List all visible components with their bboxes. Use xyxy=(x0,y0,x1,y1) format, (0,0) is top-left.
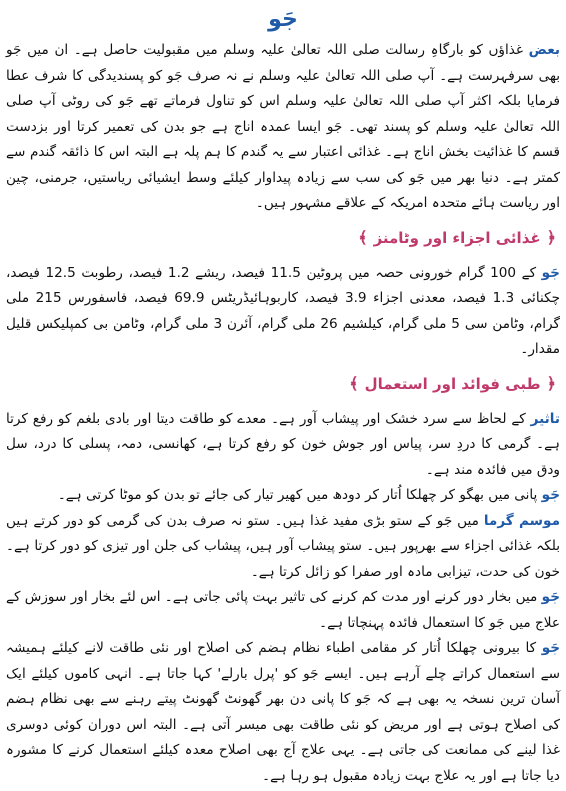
ornament-left-icon: ﴾ xyxy=(349,373,359,393)
benefit-paragraph xyxy=(6,636,560,789)
benefit-text: میں بخار دور کرنے اور مدت کم کرنے کی تاثیر بہت پائی جاتی ہے۔ اس لئے بخار اور سوزش کے علاج میں جَو کا استعمال فائدہ پہنچاتا ہے۔ xyxy=(6,589,560,631)
section-heading-nutrients xyxy=(6,217,560,261)
benefit-paragraph xyxy=(6,509,560,586)
benefit-paragraph xyxy=(6,483,560,509)
benefit-lead-word: موسم گرما xyxy=(483,512,560,529)
benefit-paragraph xyxy=(6,407,560,484)
page-title: جَو xyxy=(268,7,298,32)
benefit-lead-word: جَو xyxy=(541,589,560,605)
benefit-text: کا بیرونی چھلکا اُتار کر مقامی اطباء نظام ہضم کی اصلاح اور نئی طاقت لانے کیلئے ہمیشہ سے استعمال کراتے چلے آرہے ہیں۔ ایسے جَو کو 'پرل بارلے' کہا جاتا ہے۔ انہی کاموں کیلئے ایک آسان ترین نسخہ یہ بھی ہے کہ جَو کا پانی دن بھر گھونٹ گھونٹ پیتے رہنے سے بھی نظام ہضم کی اصلاح ہوتی ہے اور مریض کو نئی طاقت بھی میسر آتی ہے۔ البتہ اس دوران کوئی دوسری غذا لینے کی ممانعت کی جاتی ہے۔ یہی علاج آج بھی اصلاح معدہ کیلئے استعمال کرنے کا مشورہ دیا جاتا ہے اور یہ علاج بہت زیادہ مقبول ہو رہا ہے۔ xyxy=(6,640,560,784)
article-page xyxy=(0,2,566,791)
section-heading-text: غذائی اجزاء اور وٹامنز xyxy=(373,228,541,247)
ornament-right-icon: ﴿ xyxy=(546,227,556,247)
intro-text: غذاؤں کو بارگاہِ رسالت صلی اللہ تعالیٰ علیہ وسلم میں مقبولیت حاصل ہے۔ ان میں جَو بھی سرفہرست ہے۔ آپ صلی اللہ تعالیٰ علیہ وسلم نے نہ صرف جَو کو پسندیدگی کا شرف عطا فرمایا بلکہ اکثر آپ صلی اللہ تعالیٰ علیہ وسلم اس کو تناول فرماتے تھے جَو کی روٹی آپ صلی اللہ تعالیٰ علیہ وسلم کو پسند تھی۔ جَو ایسا عمدہ اناج ہے جو بدن کی تعمیر کرتا اور بزدست قسم کا غذائیت بخش اناج ہے۔ غذائی اعتبار سے یہ گندم کا ہم پلہ ہے البتہ اس کا ذائقہ گندم سے کمتر ہے۔ دنیا بھر میں جَو کی سب سے زیادہ پیداوار کیلئے وسط ایشیائی ریاستیں، جرمنی، چین اور ریاست ہائے متحدہ امریکہ کے علاقے مشہور ہیں۔ xyxy=(6,42,560,211)
benefit-lead-word: جَو xyxy=(541,487,560,503)
benefit-paragraph xyxy=(6,585,560,636)
benefit-lead-word: تاثیر xyxy=(530,410,560,427)
benefit-text: میں جَو کے ستو بڑی مفید غذا ہیں۔ ستو نہ صرف بدن کی گرمی کو دور کرتے ہیں بلکہ غذائی اجزاء سے بھرپور ہیں۔ ستو پیشاب آور ہیں، پیشاب کی جلن اور تیزی کو دور کرتا ہے۔ خون کی حدت، تیزابی مادہ اور صفرا کو زائل کرتا ہے۔ xyxy=(6,512,560,580)
nutrients-text: کے 100 گرام خورونی حصہ میں پروٹین 11.5 فیصد، ریشے 1.2 فیصد، رطوبت 12.5 فیصد، چکنائی 1.3 فیصد، معدنی اجزاء 3.9 فیصد، کاربوہائیڈریٹس 69.9 فیصد، فاسفورس 215 ملی گرام، وٹامن سی 5 ملی گرام، کیلشیم 26 ملی گرام، آئرن 3 ملی گرام، وٹامن بی کمپلیکس قلیل مقدار۔ xyxy=(6,264,560,357)
nutrients-lead-word: جَو xyxy=(541,264,560,281)
section-heading-text: طبی فوائد اور استعمال xyxy=(364,374,541,393)
ornament-right-icon: ﴿ xyxy=(546,373,556,393)
ornament-left-icon: ﴾ xyxy=(358,227,368,247)
intro-lead-word: بعض xyxy=(528,42,560,58)
intro-paragraph xyxy=(6,38,560,217)
nutrients-paragraph xyxy=(6,261,560,363)
section-heading-benefits xyxy=(6,363,560,407)
benefit-lead-word: جَو xyxy=(541,640,561,656)
benefit-text: پانی میں بھگو کر چھلکا اُتار کر دودھ میں کھیر تیار کی جائے تو بدن کو موٹا کرتی ہے۔ xyxy=(57,487,538,503)
benefit-text: کے لحاظ سے سرد خشک اور پیشاب آور ہے۔ معدے کو طاقت دیتا اور بادی بلغم کو رفع کرتا ہے۔ گرمی کا دردِ سر، پیاس اور جوش خون کو رفع کرتا ہے، کھانسی، دمہ، پسلی کا درد، سل ودق میں فائدہ مند ہے۔ xyxy=(6,410,560,478)
